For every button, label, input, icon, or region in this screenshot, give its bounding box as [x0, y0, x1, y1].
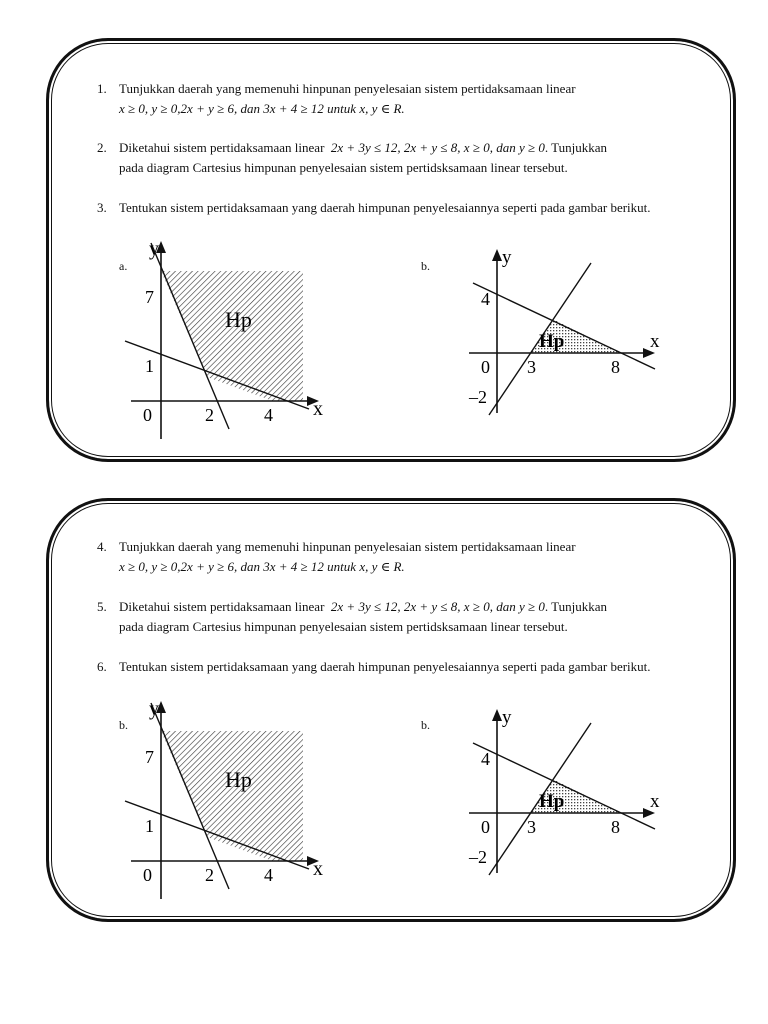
question-text: Tunjukkan daerah yang memenuhi hinpunan penyelesaian sistem pertidaksamaan linear [119, 539, 576, 554]
graph-b [457, 703, 677, 883]
question-text-continued: pada diagram Cartesius himpunan penyelesaian sistem pertidsksamaan linear tersebut. [119, 619, 568, 634]
x-axis-label: x [313, 858, 323, 880]
question-card-2 [46, 498, 736, 922]
subfigure-label-a: b. [119, 718, 128, 732]
y-tick-neg2: –2 [469, 847, 487, 867]
boundary-line-1 [473, 743, 655, 829]
question-number: 4. [97, 539, 107, 554]
question-text: Diketahui sistem pertidaksamaan linear [119, 140, 325, 155]
question-1 [97, 79, 709, 119]
question-text: Tunjukkan daerah yang memenuhi hinpunan penyelesaian sistem pertidaksamaan linear [119, 81, 576, 96]
subfigure-label-b: b. [421, 259, 430, 273]
question-number: 6. [97, 659, 107, 674]
subfigure-label-a: a. [119, 259, 128, 273]
question-5 [97, 597, 709, 637]
subfigure-label-b: b. [421, 718, 430, 732]
feasible-region [161, 271, 303, 401]
question-math: x ≥ 0, y ≥ 0,2x + y ≥ 6, dan 3x + 4 ≥ 12 untuk x, y ∈ R. [119, 559, 405, 574]
question-text: Tentukan sistem pertidaksamaan yang daerah himpunan penyelesaiannya seperti pada gambar berikut. [119, 659, 651, 674]
x-tick-2: 2 [205, 405, 214, 425]
x-tick-8: 8 [611, 817, 620, 837]
x-tick-2: 2 [205, 865, 214, 885]
y-tick-neg2: –2 [469, 387, 487, 407]
question-text: Tentukan sistem pertidaksamaan yang daerah himpunan penyelesaiannya seperti pada gambar berikut. [119, 200, 651, 215]
region-label: Hp [225, 307, 252, 332]
origin-label: 0 [143, 865, 152, 885]
question-text-end: . Tunjukkan [544, 140, 608, 155]
y-tick-4: 4 [481, 289, 490, 309]
y-axis-label: y [502, 247, 512, 268]
origin-label: 0 [481, 357, 490, 377]
y-tick-4: 4 [481, 749, 490, 769]
x-axis-label: x [650, 331, 660, 352]
y-tick-1: 1 [145, 816, 154, 836]
question-math: 2x + 3y ≤ 12, 2x + y ≤ 8, x ≥ 0, dan y ≥ 0 [330, 140, 545, 155]
y-axis-label: y [502, 707, 512, 728]
question-2 [97, 138, 709, 178]
question-6 [97, 657, 709, 677]
question-text-end: . Tunjukkan [544, 599, 608, 614]
question-card-1 [46, 38, 736, 462]
question-4 [97, 537, 709, 577]
x-tick-8: 8 [611, 357, 620, 377]
x-axis-label: x [650, 791, 660, 812]
origin-label: 0 [143, 405, 152, 425]
graph-b [457, 243, 677, 423]
y-axis-label: y [149, 238, 159, 260]
region-label: Hp [539, 791, 565, 812]
question-number: 2. [97, 140, 107, 155]
feasible-region [161, 731, 303, 861]
y-tick-7: 7 [145, 287, 154, 307]
y-tick-7: 7 [145, 747, 154, 767]
question-number: 1. [97, 81, 107, 96]
question-text: Diketahui sistem pertidaksamaan linear [119, 599, 325, 614]
region-label: Hp [225, 767, 252, 792]
x-tick-4: 4 [264, 405, 273, 425]
question-number: 5. [97, 599, 107, 614]
graph-a [111, 239, 341, 439]
question-math: x ≥ 0, y ≥ 0,2x + y ≥ 6, dan 3x + 4 ≥ 12 untuk x, y ∈ R. [119, 101, 405, 116]
y-tick-1: 1 [145, 356, 154, 376]
x-tick-4: 4 [264, 865, 273, 885]
y-axis-arrow-icon [492, 709, 502, 721]
y-axis-arrow-icon [492, 249, 502, 261]
origin-label: 0 [481, 817, 490, 837]
x-tick-3: 3 [527, 357, 536, 377]
y-axis-label: y [149, 698, 159, 720]
boundary-line-1 [473, 283, 655, 369]
x-tick-3: 3 [527, 817, 536, 837]
question-math: 2x + 3y ≤ 12, 2x + y ≤ 8, x ≥ 0, dan y ≥ 0 [330, 599, 545, 614]
question-3 [97, 198, 709, 218]
region-label: Hp [539, 331, 565, 352]
x-axis-label: x [313, 398, 323, 420]
question-text-continued: pada diagram Cartesius himpunan penyelesaian sistem pertidsksamaan linear tersebut. [119, 160, 568, 175]
question-number: 3. [97, 200, 107, 215]
graph-a [111, 699, 341, 899]
